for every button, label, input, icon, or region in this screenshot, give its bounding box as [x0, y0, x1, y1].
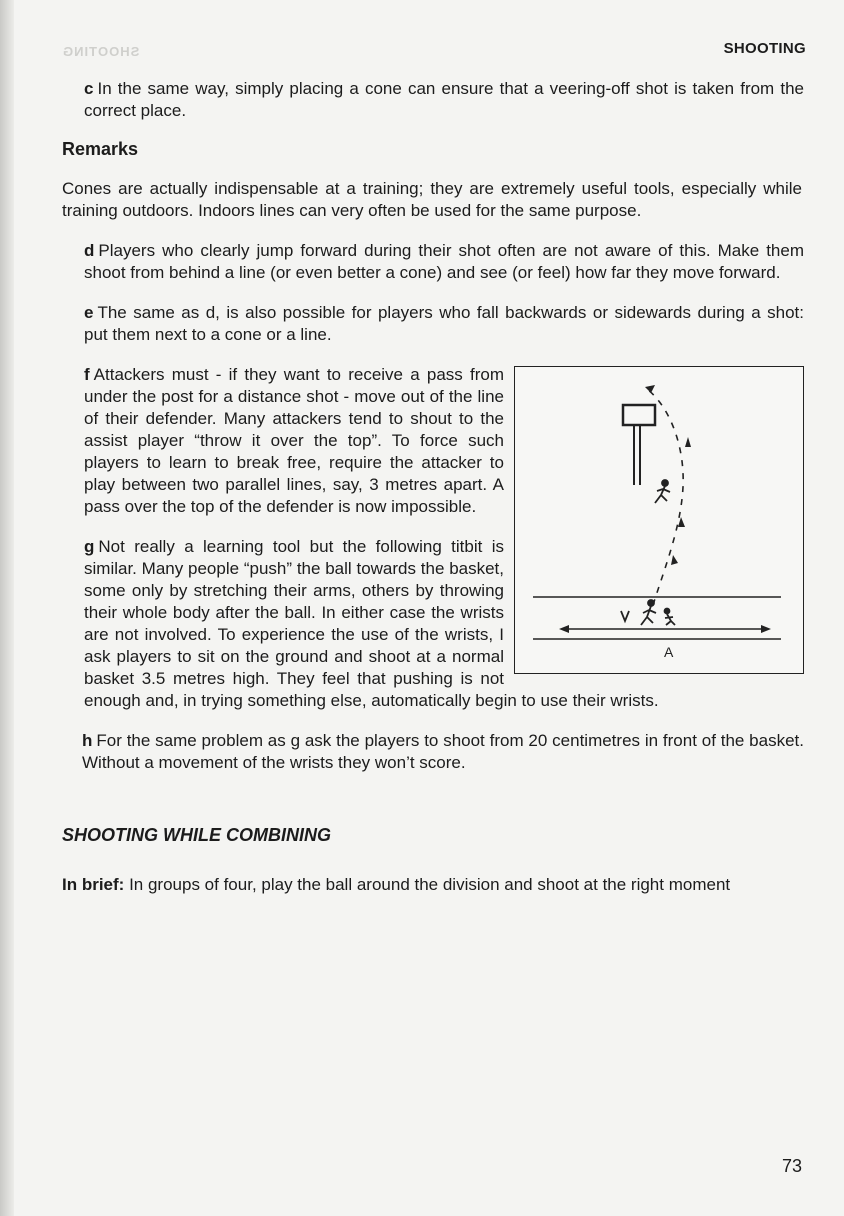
item-letter: f — [84, 365, 90, 384]
trajectory-arrowhead — [671, 555, 678, 565]
item-letter: h — [82, 731, 93, 750]
in-brief-text — [62, 874, 804, 896]
page-body — [62, 78, 804, 896]
paragraph-text: Attackers must - if they want to receive a pass from under the post for a distance shot - move out of the line of their defender. Many attackers tend to shout to the assist player “throw it over the top”. To force such players to learn to break free, require the attacker to play between two parallel lines, say, 3 metres apart. A pass over the top of the defender is now impossible. — [84, 365, 504, 516]
player-figures-icon — [621, 600, 675, 625]
paragraph-text: Players who clearly jump forward during their shot often are not aware of this. Make them shoot from behind a line (or even better a cone) and see (or feel) how far they move forward. — [84, 241, 804, 282]
item-letter: c — [84, 79, 94, 98]
remarks-text: Cones are actually indispensable at a training; they are extremely useful tools, especially while training outdoors. Indoors lines can very often be used for the same purpose. — [62, 179, 802, 220]
remarks-heading: Remarks — [62, 139, 139, 159]
paragraph-text: In the same way, simply placing a cone can ensure that a veering-off shot is taken from the correct place. — [84, 79, 804, 120]
paragraph-h — [62, 730, 804, 774]
backboard-shape — [623, 405, 655, 425]
trajectory-arrowhead — [678, 517, 685, 527]
paragraph-text: The same as d, is also possible for players who fall backwards or sidewards during a shot: put them next to a cone or a line. — [84, 303, 804, 344]
paragraph-c — [62, 78, 804, 122]
trajectory-arrowhead — [645, 385, 655, 393]
section-heading: SHOOTING WHILE COMBINING — [62, 825, 331, 845]
shooting-diagram — [514, 366, 804, 674]
paragraph-d — [62, 240, 804, 284]
page-number: 73 — [781, 1156, 802, 1176]
figure-wrap-block — [62, 364, 804, 712]
trajectory-arrowhead — [685, 437, 691, 447]
bleed-through-text: SHOOTING — [62, 44, 140, 59]
book-spine-shadow — [0, 0, 14, 1216]
arrowhead-left — [559, 625, 569, 633]
in-brief-label: In brief: — [62, 875, 125, 894]
item-letter: e — [84, 303, 94, 322]
paragraph-e — [62, 302, 804, 346]
defender-figure-icon — [655, 480, 670, 503]
paragraph-text: For the same problem as g ask the players to shoot from 20 centimetres in front of the basket. Without a movement of the wrists they won’t score. — [82, 731, 804, 772]
running-header: SHOOTING — [723, 40, 806, 57]
paragraph-text: Not really a learning tool but the following titbit is similar. Many people “push” the ball towards the basket, some only by stretching their arms, others by throwing their whole body after the ball. In either case the wrists are not involved. To experience the use of the wrists, I ask players to sit on the ground and shoot at a normal basket 3.5 metres high. They feel that pushing is not enough and, in trying something else, automatically begin to use their wrists. — [84, 537, 659, 710]
in-brief-body: In groups of four, play the ball around the division and shoot at the right moment — [129, 875, 731, 894]
shot-trajectory — [647, 389, 683, 605]
diagram-svg — [515, 367, 803, 673]
item-letter: g — [84, 537, 95, 556]
player-label-a: A — [664, 644, 674, 660]
item-letter: d — [84, 241, 95, 260]
arrowhead-right — [761, 625, 771, 633]
